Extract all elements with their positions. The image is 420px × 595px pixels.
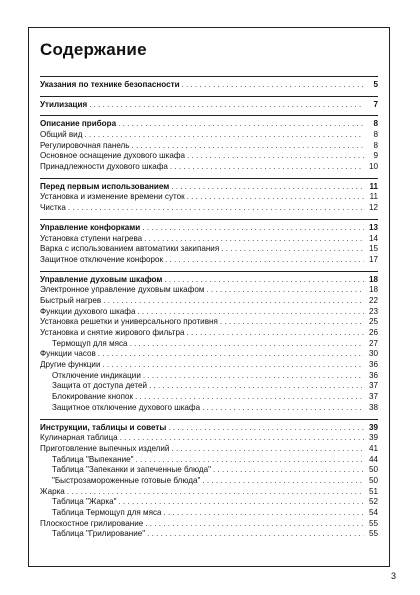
toc-entry-page: 15	[368, 244, 378, 254]
dot-leader	[89, 100, 364, 111]
toc-entry-page: 11	[369, 181, 378, 191]
toc-entry-label: Блокирование кнопок	[52, 392, 133, 402]
toc-entry[interactable]	[40, 433, 378, 444]
toc-entry-page: 37	[368, 381, 378, 391]
toc-entry-label: Описание прибора	[40, 119, 117, 129]
toc-entry-page: 23	[368, 306, 378, 316]
toc-entry-label: Таблица "Запеканки и запеченные блюда"	[52, 465, 211, 475]
toc-entry[interactable]	[40, 444, 378, 455]
toc-entry-label: Управление духовым шкафом	[40, 274, 163, 284]
toc-entry-page: 50	[368, 465, 378, 475]
dot-leader	[168, 423, 364, 434]
table-of-contents	[40, 71, 378, 540]
toc-entry[interactable]	[40, 193, 378, 204]
dot-leader	[135, 392, 364, 403]
toc-entry[interactable]	[40, 130, 378, 141]
toc-entry-page: 8	[373, 119, 378, 129]
toc-entry-label: Чистка	[40, 203, 66, 213]
dot-leader	[187, 151, 364, 162]
dot-leader	[165, 255, 364, 266]
toc-entry-page: 52	[368, 497, 378, 507]
toc-entry[interactable]	[40, 476, 378, 487]
dot-leader	[84, 130, 364, 141]
toc-section-heading[interactable]	[40, 182, 378, 193]
toc-entry[interactable]	[40, 403, 378, 414]
dot-leader	[120, 433, 364, 444]
dot-leader	[187, 328, 364, 339]
toc-entry-page: 12	[368, 203, 378, 213]
toc-section-heading[interactable]	[40, 100, 378, 111]
toc-entry-page: 39	[368, 433, 378, 443]
toc-entry[interactable]	[40, 382, 378, 393]
dot-leader	[119, 497, 364, 508]
toc-entry-label: Принадлежности духового шкафа	[40, 162, 168, 172]
dot-leader	[103, 296, 364, 307]
dot-leader	[98, 349, 364, 360]
toc-entry[interactable]	[40, 244, 378, 255]
toc-entry-label: Таблица "Выпекание"	[52, 454, 134, 464]
toc-entry[interactable]	[40, 255, 378, 266]
toc-entry[interactable]	[40, 296, 378, 307]
toc-entry-page: 51	[368, 486, 378, 496]
toc-entry-label: Общий вид	[40, 130, 83, 140]
dot-leader	[137, 307, 364, 318]
dot-leader	[68, 203, 364, 214]
toc-entry-page: 17	[368, 254, 378, 264]
dot-leader	[164, 275, 364, 286]
toc-entry-label: Варка с использованием автоматики закипания	[40, 244, 220, 254]
dot-leader	[145, 519, 364, 530]
toc-entry-label: Защитное отключение духового шкафа	[52, 402, 201, 412]
toc-entry-label: Жарка	[40, 486, 65, 496]
toc-entry[interactable]	[40, 162, 378, 173]
dot-leader	[202, 476, 364, 487]
dot-leader	[130, 339, 364, 350]
dot-leader	[102, 360, 364, 371]
toc-entry-page: 8	[373, 130, 378, 140]
dot-leader	[187, 192, 364, 203]
toc-entry-page: 36	[368, 360, 378, 370]
toc-entry-page: 44	[368, 454, 378, 464]
page-title: Содержание	[40, 40, 147, 59]
toc-entry[interactable]	[40, 349, 378, 360]
dot-leader	[136, 455, 364, 466]
toc-entry-page: 30	[368, 349, 378, 359]
toc-entry-label: Установка решетки и универсального противня	[40, 317, 218, 327]
toc-entry-label: Защита от доступа детей	[52, 381, 148, 391]
toc-section-heading[interactable]	[40, 423, 378, 434]
section-divider	[40, 271, 378, 272]
toc-entry-label: Перед первым использованием	[40, 181, 170, 191]
dot-leader	[202, 403, 364, 414]
toc-entry-page: 11	[369, 192, 378, 202]
dot-leader	[220, 317, 364, 328]
dot-leader	[144, 234, 364, 245]
toc-section-heading[interactable]	[40, 275, 378, 286]
toc-entry-page: 41	[368, 443, 378, 453]
toc-entry-label: Защитное отключение конфорок	[40, 254, 164, 264]
toc-entry-label: Управление конфорками	[40, 222, 141, 232]
toc-entry[interactable]	[40, 234, 378, 245]
section-divider	[40, 178, 378, 179]
toc-entry[interactable]	[40, 328, 378, 339]
toc-entry-label: Быстрый нагрев	[40, 295, 102, 305]
toc-entry[interactable]	[40, 360, 378, 371]
dot-leader	[132, 141, 365, 152]
toc-entry[interactable]	[40, 497, 378, 508]
toc-entry-page: 7	[373, 99, 378, 109]
section-divider	[40, 219, 378, 220]
toc-entry-label: "Быстрозамороженные готовые блюда"	[52, 475, 201, 485]
section-divider	[40, 419, 378, 420]
toc-entry[interactable]	[40, 371, 378, 382]
dot-leader	[221, 244, 364, 255]
dot-leader	[118, 119, 364, 130]
toc-section-heading[interactable]	[40, 223, 378, 234]
section-divider	[40, 115, 378, 116]
dot-leader	[170, 162, 364, 173]
toc-entry-label: Термощуп для мяса	[52, 338, 128, 348]
toc-entry[interactable]	[40, 285, 378, 296]
dot-leader	[171, 444, 364, 455]
toc-entry-page: 36	[368, 370, 378, 380]
toc-entry-label: Основное оснащение духового шкафа	[40, 151, 185, 161]
toc-entry-label: Установка ступени нагрева	[40, 233, 143, 243]
toc-entry-label: Другие функции	[40, 360, 101, 370]
section-divider	[40, 76, 378, 77]
toc-entry-page: 18	[368, 274, 378, 284]
toc-entry-page: 55	[368, 518, 378, 528]
toc-entry-label: Функции часов	[40, 349, 96, 359]
toc-entry[interactable]	[40, 151, 378, 162]
toc-entry-label: Установка и снятие жирового фильтра	[40, 328, 185, 338]
dot-leader	[142, 223, 364, 234]
toc-entry-label: Таблица Термощуп для мяса	[52, 508, 162, 518]
toc-entry-page: 26	[368, 328, 378, 338]
toc-entry-label: Электронное управление духовым шкафом	[40, 285, 205, 295]
toc-section-heading[interactable]	[40, 119, 378, 130]
toc-entry-page: 14	[368, 233, 378, 243]
toc-entry[interactable]	[40, 141, 378, 152]
toc-entry-page: 5	[373, 79, 378, 89]
toc-entry[interactable]	[40, 317, 378, 328]
dot-leader	[67, 487, 364, 498]
toc-entry-label: Плоскостное грилирование	[40, 518, 144, 528]
dot-leader	[213, 465, 364, 476]
toc-entry[interactable]	[40, 307, 378, 318]
toc-entry-label: Установка и изменение времени суток	[40, 192, 185, 202]
toc-entry[interactable]	[40, 465, 378, 476]
page-number: 3	[391, 571, 397, 581]
toc-entry[interactable]	[40, 519, 378, 530]
toc-entry[interactable]	[40, 455, 378, 466]
toc-entry-page: 18	[368, 285, 378, 295]
toc-entry-label: Кулинарная таблица	[40, 433, 118, 443]
toc-entry-label: Функции духового шкафа	[40, 306, 136, 316]
dot-leader	[149, 381, 364, 392]
toc-entry-label: Таблица "Грилирование"	[52, 529, 146, 539]
dot-leader	[147, 529, 364, 540]
dot-leader	[182, 80, 364, 91]
toc-entry-label: Регулировочная панель	[40, 140, 130, 150]
section-divider	[40, 96, 378, 97]
toc-entry[interactable]	[40, 203, 378, 214]
toc-entry-label: Утилизация	[40, 99, 88, 109]
dot-leader	[171, 182, 364, 193]
toc-entry-page: 22	[368, 295, 378, 305]
toc-section-heading[interactable]	[40, 80, 378, 91]
toc-entry-page: 55	[368, 529, 378, 539]
toc-entry-page: 9	[373, 151, 378, 161]
toc-entry-label: Указания по технике безопасности	[40, 79, 180, 89]
toc-entry-label: Инструкции, таблицы и советы	[40, 422, 167, 432]
toc-entry-page: 50	[368, 475, 378, 485]
toc-entry-label: Отключение индикации	[52, 370, 141, 380]
dot-leader	[164, 508, 364, 519]
toc-entry[interactable]	[40, 339, 378, 350]
toc-entry[interactable]	[40, 508, 378, 519]
toc-entry-label: Таблица "Жарка"	[52, 497, 117, 507]
toc-entry-page: 38	[368, 402, 378, 412]
toc-entry-page: 8	[373, 140, 378, 150]
dot-leader	[206, 285, 364, 296]
toc-entry-label: Приготовление выпечных изделий	[40, 443, 170, 453]
toc-entry-page: 39	[368, 422, 378, 432]
toc-entry[interactable]	[40, 392, 378, 403]
toc-entry-page: 54	[368, 508, 378, 518]
dot-leader	[143, 371, 364, 382]
toc-entry-page: 27	[368, 338, 378, 348]
toc-entry[interactable]	[40, 529, 378, 540]
toc-entry-page: 37	[368, 392, 378, 402]
toc-entry-page: 25	[368, 317, 378, 327]
toc-entry-page: 10	[368, 162, 378, 172]
toc-entry-page: 13	[368, 222, 378, 232]
toc-entry[interactable]	[40, 487, 378, 498]
